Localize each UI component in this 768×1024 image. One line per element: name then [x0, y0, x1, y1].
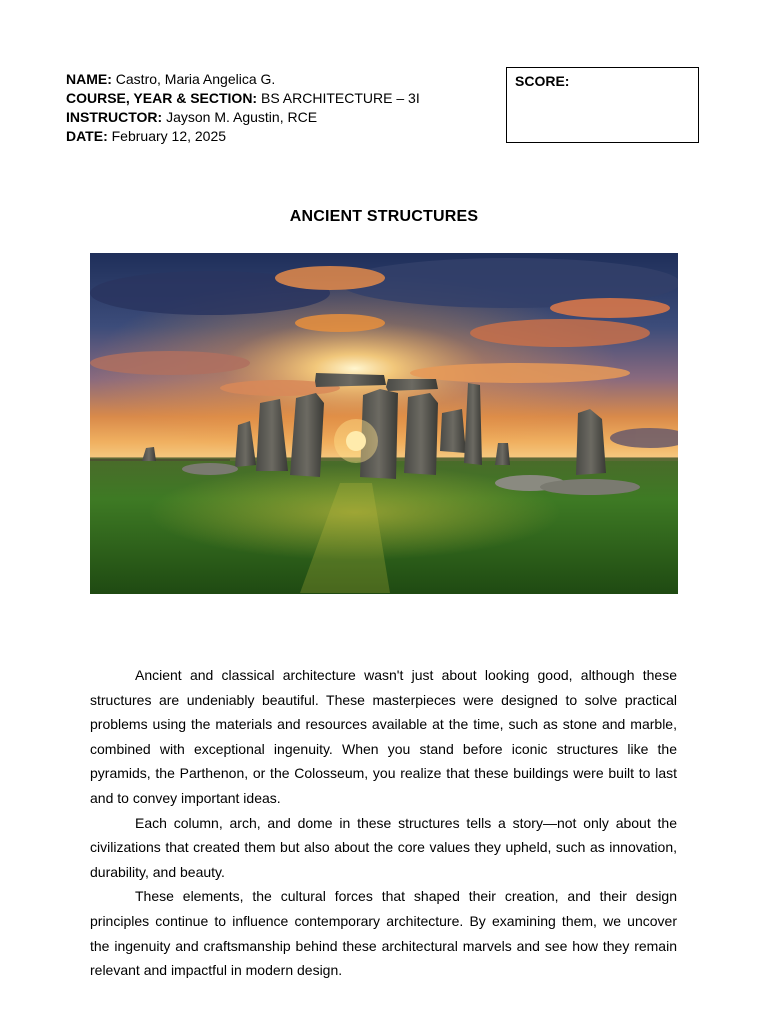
date-row [66, 127, 420, 146]
name-label: NAME: [66, 71, 112, 87]
stonehenge-photo [90, 253, 678, 594]
document-body [90, 663, 677, 983]
instructor-row [66, 108, 420, 127]
course-value: BS ARCHITECTURE – 3I [257, 90, 420, 106]
name-row [66, 70, 420, 89]
date-label: DATE: [66, 128, 108, 144]
name-value: Castro, Maria Angelica G. [111, 71, 276, 87]
course-label: COURSE, YEAR & SECTION: [66, 90, 258, 106]
date-value: February 12, 2025 [107, 128, 227, 144]
paragraph-3: These elements, the cultural forces that shaped their creation, and their design principles continue to influence contemporary architecture. By examining them, we uncover the ingenuity and craftsmanship behind these architectural marvels and see how they remain relevant and impactful in modern design. [90, 888, 677, 979]
course-row [66, 89, 420, 108]
score-box [506, 67, 699, 143]
paragraph-1: Ancient and classical architecture wasn't just about looking good, although these structures are undeniably beautiful. These masterpieces were designed to solve practical problems using the materials and resources available at the time, such as stone and marble, combined with exceptional ingenuity. When you stand before iconic structures like the pyramids, the Parthenon, or the Colosseum, you realize that these buildings were built to last and to convey important ideas. [90, 667, 677, 806]
instructor-value: Jayson M. Agustin, RCE [162, 109, 318, 125]
document-title: ANCIENT STRUCTURES [289, 208, 479, 225]
student-info [66, 70, 420, 146]
score-label: SCORE: [515, 73, 570, 89]
paragraph-2: Each column, arch, and dome in these structures tells a story—not only about the civilizations that created them but also about the core values they upheld, such as innovation, durability, and beauty. [90, 814, 677, 880]
instructor-label: INSTRUCTOR: [66, 109, 163, 125]
